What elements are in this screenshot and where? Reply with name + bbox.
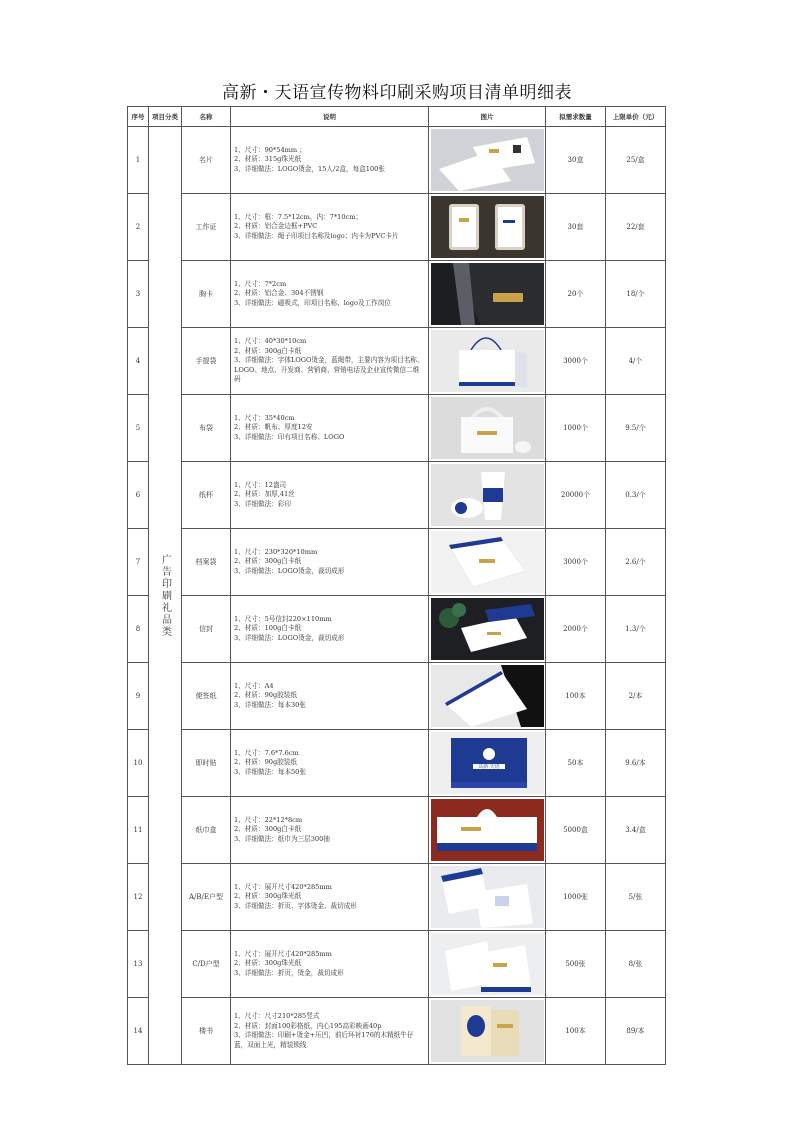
- row-number: 13: [128, 931, 149, 998]
- item-price: 0.3/个: [606, 462, 666, 529]
- item-price: 18/个: [606, 261, 666, 328]
- item-quantity: 1000个: [546, 395, 606, 462]
- file-bag-image: [431, 531, 544, 593]
- item-price: 1.3/个: [606, 596, 666, 663]
- envelope-image: [431, 598, 544, 660]
- tissue-box-image: [431, 799, 544, 861]
- description-line: 3、详细做法：印刷+烫金+压凹，前后环衬176的木精纸牛仔蓝，双面上光，精装锁线: [234, 1031, 414, 1049]
- item-price: 9.6/本: [606, 730, 666, 797]
- item-image-cell: [429, 864, 546, 931]
- item-price: 5/张: [606, 864, 666, 931]
- chest-badge-image: [431, 263, 544, 325]
- row-number: 11: [128, 797, 149, 864]
- brochure-cd-image: [431, 933, 544, 995]
- item-quantity: 1000张: [546, 864, 606, 931]
- item-description: [231, 127, 429, 194]
- table-row: [128, 596, 666, 663]
- item-image-cell: [429, 261, 546, 328]
- item-image-cell: [429, 395, 546, 462]
- item-quantity: 5000盒: [546, 797, 606, 864]
- description-line: 1、尺寸：5号信封220×110mm: [234, 614, 332, 623]
- item-quantity: 500张: [546, 931, 606, 998]
- table-row: [128, 864, 666, 931]
- item-price: 89/本: [606, 998, 666, 1065]
- description-line: 2、材质：300g白卡纸: [234, 346, 302, 355]
- description-line: 1、尺寸：尺寸210*285竖式: [234, 1012, 320, 1020]
- item-name: 即时贴: [182, 730, 231, 797]
- item-description: [231, 931, 429, 998]
- item-description: [231, 596, 429, 663]
- table-row: [128, 797, 666, 864]
- item-description: [231, 797, 429, 864]
- header-image: 图片: [429, 107, 546, 127]
- item-price: 9.5/个: [606, 395, 666, 462]
- item-name: 便签纸: [182, 663, 231, 730]
- item-quantity: 3000个: [546, 328, 606, 395]
- description-line: 1、尺寸：40*30*10cm: [234, 337, 307, 346]
- description-line: 2、材质：300g珠光纸: [234, 892, 302, 901]
- item-quantity: 50本: [546, 730, 606, 797]
- description-line: 3、详细做法：折页、字体烫金、裁切成形: [234, 901, 357, 910]
- item-image-cell: [429, 194, 546, 261]
- row-number: 1: [128, 127, 149, 194]
- table-row: [128, 261, 666, 328]
- item-name: 名片: [182, 127, 231, 194]
- header-qty: 拟需求数量: [546, 107, 606, 127]
- description-line: 1、尺寸：7.6*7.6cm: [234, 748, 299, 757]
- item-description: [231, 462, 429, 529]
- business-card-image: [431, 129, 544, 191]
- building-book-image: [431, 1000, 544, 1062]
- item-name: 纸巾盒: [182, 797, 231, 864]
- item-image-cell: [429, 730, 546, 797]
- sticky-note-image: [431, 732, 544, 794]
- description-line: 2、材质：100g白卡纸: [234, 624, 302, 633]
- item-name: 布袋: [182, 395, 231, 462]
- table-row: [128, 529, 666, 596]
- item-image-cell: [429, 529, 546, 596]
- item-image-cell: [429, 596, 546, 663]
- item-name: 信封: [182, 596, 231, 663]
- description-line: 2、材质：加厚,41丝: [234, 490, 295, 499]
- item-description: [231, 194, 429, 261]
- description-line: 2、材质：铝合金、304不锈钢: [234, 289, 324, 298]
- item-name: 纸杯: [182, 462, 231, 529]
- row-number: 10: [128, 730, 149, 797]
- header-name: 名称: [182, 107, 231, 127]
- procurement-table: [127, 106, 666, 1065]
- row-number: 12: [128, 864, 149, 931]
- header-price: 上限单价（元）: [606, 107, 666, 127]
- description-line: 1、尺寸：12盎司: [234, 480, 287, 489]
- handbag-image: [431, 330, 544, 392]
- description-line: 2、材质：300g白卡纸: [234, 557, 302, 566]
- description-line: 3、详细做法：彩印: [234, 499, 291, 508]
- item-quantity: 100本: [546, 663, 606, 730]
- item-quantity: 30套: [546, 194, 606, 261]
- cloth-bag-image: [431, 397, 544, 459]
- description-line: 1、尺寸：框：7.5*12cm，内：7*10cm；: [234, 212, 363, 221]
- description-line: 2、材质：315g珠光纸: [234, 155, 302, 164]
- item-description: [231, 663, 429, 730]
- item-price: 22/套: [606, 194, 666, 261]
- sticky-note-logo-text: 高新·天语: [477, 764, 500, 770]
- description-line: 3、详细做法：印有项目名称、LOGO: [234, 432, 345, 441]
- item-name: 楼书: [182, 998, 231, 1065]
- item-quantity: 20000个: [546, 462, 606, 529]
- description-line: 1、尺寸：A4: [234, 681, 274, 690]
- row-number: 14: [128, 998, 149, 1065]
- item-name: 工作证: [182, 194, 231, 261]
- table-row: [128, 931, 666, 998]
- description-line: 2、材质：90g胶装纸: [234, 758, 297, 767]
- item-image-cell: [429, 462, 546, 529]
- description-line: 2、材质：帆布、厚度12安: [234, 423, 313, 432]
- item-name: 胸卡: [182, 261, 231, 328]
- description-line: 3、详细做法：LOGO烫金，裁切成形: [234, 566, 345, 575]
- description-line: 3、详细做法：LOGO烫金，裁切成形: [234, 633, 345, 642]
- table-row: [128, 730, 666, 797]
- description-line: 2、材质：铝合金边框+PVC: [234, 222, 318, 231]
- table-row: [128, 462, 666, 529]
- table-row: [128, 194, 666, 261]
- item-description: [231, 998, 429, 1065]
- table-row: [128, 127, 666, 194]
- item-name: 档案袋: [182, 529, 231, 596]
- table-row: [128, 395, 666, 462]
- item-description: [231, 864, 429, 931]
- header-no: 序号: [128, 107, 149, 127]
- table-row: [128, 998, 666, 1065]
- description-line: 2、材质：300g珠光纸: [234, 959, 302, 968]
- row-number: 5: [128, 395, 149, 462]
- paper-cup-image: [431, 464, 544, 526]
- item-price: 2.6/个: [606, 529, 666, 596]
- category-label: 广告印刷礼品类: [159, 553, 171, 638]
- notepaper-image: [431, 665, 544, 727]
- item-quantity: 100本: [546, 998, 606, 1065]
- description-line: 1、尺寸：7*2cm: [234, 279, 287, 288]
- item-image-cell: [429, 998, 546, 1065]
- item-image-cell: [429, 797, 546, 864]
- item-quantity: 20个: [546, 261, 606, 328]
- item-price: 4/个: [606, 328, 666, 395]
- item-price: 3.4/盒: [606, 797, 666, 864]
- row-number: 8: [128, 596, 149, 663]
- item-price: 25/盒: [606, 127, 666, 194]
- row-number: 4: [128, 328, 149, 395]
- table-row: [128, 663, 666, 730]
- item-name: 手提袋: [182, 328, 231, 395]
- brochure-abe-image: [431, 866, 544, 928]
- item-name: C/D户型: [182, 931, 231, 998]
- description-line: 1、尺寸：展开尺寸420*285mm: [234, 949, 332, 958]
- item-image-cell: [429, 328, 546, 395]
- item-description: [231, 328, 429, 395]
- header-desc: 说明: [231, 107, 429, 127]
- item-image-cell: [429, 663, 546, 730]
- header-category: 项目分类: [149, 107, 182, 127]
- row-number: 3: [128, 261, 149, 328]
- table-header-row: [128, 107, 666, 127]
- description-line: 3、详细做法：纸巾为三层300抽: [234, 834, 330, 843]
- table-row: [128, 328, 666, 395]
- item-description: [231, 529, 429, 596]
- item-quantity: 2000个: [546, 596, 606, 663]
- description-line: 3、详细做法：每本30张: [234, 700, 306, 709]
- page-title: 高新・天语宣传物料印刷采购项目清单明细表: [222, 83, 572, 103]
- description-line: 3、详细做法：字体LOGO烫金，蓝绳带，主要内容为项目名称、LOGO、地点、开发商、营销商、营销电话及企业宣传微信二维码: [234, 356, 424, 384]
- description-line: 2、材质：90g胶装纸: [234, 691, 297, 700]
- description-line: 1、尺寸：90*54mm ；: [234, 145, 306, 154]
- item-price: 8/张: [606, 931, 666, 998]
- row-number: 6: [128, 462, 149, 529]
- item-image-cell: [429, 931, 546, 998]
- description-line: 3、详细做法：磁吸式，印项目名称、logo及工作岗位: [234, 298, 391, 307]
- item-description: [231, 261, 429, 328]
- description-line: 3、详细做法：绳子印项目名称及logo；内卡为PVC卡片: [234, 231, 399, 240]
- row-number: 2: [128, 194, 149, 261]
- description-line: 1、尺寸：展开尺寸420*285mm: [234, 882, 332, 891]
- description-line: 1、尺寸：22*12*8cm: [234, 815, 303, 824]
- description-line: 1、尺寸：35*40cm: [234, 413, 295, 422]
- row-number: 9: [128, 663, 149, 730]
- description-line: 1、尺寸：230*320*10mm: [234, 547, 318, 556]
- description-line: 3、详细做法：每本50张: [234, 767, 306, 776]
- description-line: 3、详细做法：LOGO烫金，15人/2盒，每盒100张: [234, 164, 385, 173]
- item-name: A/B/E户型: [182, 864, 231, 931]
- item-price: 2/本: [606, 663, 666, 730]
- description-line: 2、材质：300g白卡纸: [234, 825, 302, 834]
- description-line: 3、详细做法：折页，烫金，裁切成形: [234, 968, 344, 977]
- item-quantity: 3000个: [546, 529, 606, 596]
- item-quantity: 30盒: [546, 127, 606, 194]
- category-cell: [149, 127, 182, 1065]
- work-badge-image: [431, 196, 544, 258]
- row-number: 7: [128, 529, 149, 596]
- item-description: [231, 730, 429, 797]
- description-line: 2、材质：封面100彩格纸，内心195高彩映画40p: [234, 1021, 382, 1030]
- item-image-cell: [429, 127, 546, 194]
- item-description: [231, 395, 429, 462]
